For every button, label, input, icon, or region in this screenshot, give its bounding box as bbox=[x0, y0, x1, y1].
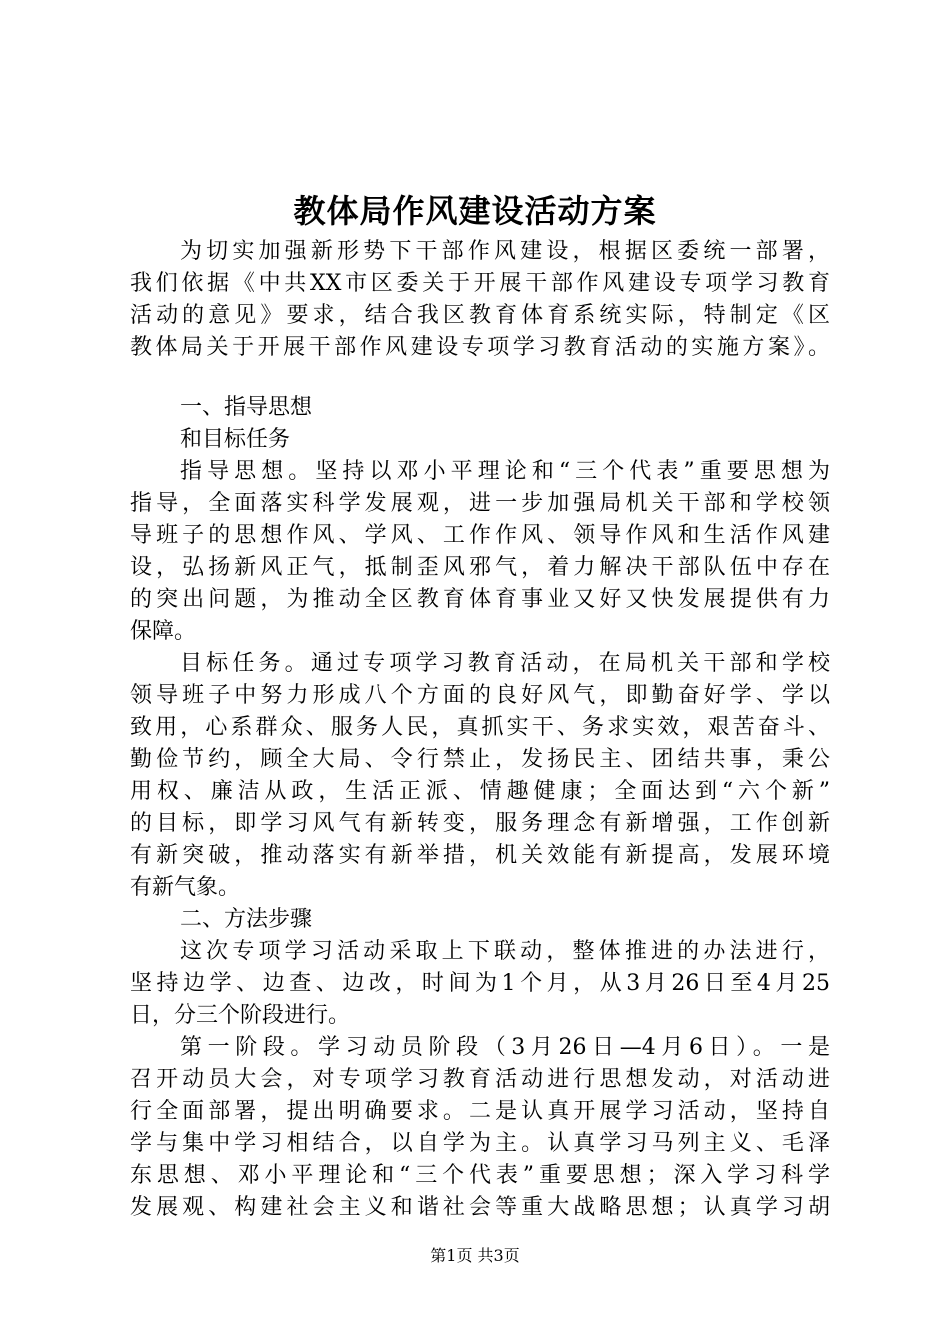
para-method-line-2: 坚持边学、边查、边改，时间为1个月，从3月26日至4月25 bbox=[130, 971, 830, 996]
para-phase1-line-4: 学与集中学习相结合，以自学为主。认真学习马列主义、毛泽 bbox=[130, 1131, 830, 1156]
para-phase1-line-1: 第一阶段。学习动员阶段（3月26日—4月6日）。一是 bbox=[180, 1035, 830, 1060]
page-number-footer: 第1页 共3页 bbox=[430, 1246, 520, 1265]
para-guiding-line-5: 的突出问题，为推动全区教育体育事业又好又快发展提供有力 bbox=[130, 587, 830, 612]
para-goals-line-2: 领导班子中努力形成八个方面的良好风气，即勤奋好学、学以 bbox=[130, 683, 830, 708]
section-heading-2: 二、方法步骤 bbox=[180, 907, 313, 932]
para-intro-line-3: 活动的意见》要求，结合我区教育体育系统实际，特制定《区 bbox=[130, 303, 830, 328]
para-goals-line-7: 有新突破，推动落实有新举措，机关效能有新提高，发展环境 bbox=[130, 843, 830, 868]
para-guiding-line-2: 指导，全面落实科学发展观，进一步加强局机关干部和学校领 bbox=[130, 491, 830, 516]
para-guiding-line-6: 保障。 bbox=[130, 619, 197, 644]
para-goals-line-6: 的目标，即学习风气有新转变，服务理念有新增强，工作创新 bbox=[130, 811, 830, 836]
para-intro-line-4: 教体局关于开展干部作风建设专项学习教育活动的实施方案》。 bbox=[130, 335, 830, 360]
para-guiding-line-4: 设，弘扬新风正气，抵制歪风邪气，着力解决干部队伍中存在 bbox=[130, 555, 830, 580]
para-phase1-line-5: 东思想、邓小平理论和“三个代表”重要思想；深入学习科学 bbox=[130, 1163, 830, 1188]
section-heading-1-cont: 和目标任务 bbox=[180, 427, 291, 452]
para-guiding-line-1: 指导思想。坚持以邓小平理论和“三个代表”重要思想为 bbox=[180, 459, 830, 484]
para-guiding-line-3: 导班子的思想作风、学风、工作作风、领导作风和生活作风建 bbox=[130, 523, 830, 548]
para-phase1-line-3: 行全面部署，提出明确要求。二是认真开展学习活动，坚持自 bbox=[130, 1099, 830, 1124]
document-title: 教体局作风建设活动方案 bbox=[293, 192, 657, 230]
para-phase1-line-2: 召开动员大会，对专项学习教育活动进行思想发动，对活动进 bbox=[130, 1067, 830, 1092]
section-heading-1: 一、指导思想 bbox=[180, 395, 313, 420]
para-intro-line-1: 为切实加强新形势下干部作风建设，根据区委统一部署， bbox=[180, 239, 830, 264]
para-goals-line-5: 用权、廉洁从政，生活正派、情趣健康；全面达到“六个新” bbox=[130, 779, 830, 804]
para-goals-line-8: 有新气象。 bbox=[130, 875, 241, 900]
para-goals-line-3: 致用，心系群众、服务人民，真抓实干、务求实效，艰苦奋斗、 bbox=[130, 715, 830, 740]
para-goals-line-1: 目标任务。通过专项学习教育活动，在局机关干部和学校 bbox=[180, 651, 830, 676]
para-method-line-1: 这次专项学习活动采取上下联动，整体推进的办法进行， bbox=[180, 939, 830, 964]
para-phase1-line-6: 发展观、构建社会主义和谐社会等重大战略思想；认真学习胡 bbox=[130, 1195, 830, 1220]
para-goals-line-4: 勤俭节约，顾全大局、令行禁止，发扬民主、团结共事，秉公 bbox=[130, 747, 830, 772]
para-intro-line-2: 我们依据《中共XX市区委关于开展干部作风建设专项学习教育 bbox=[130, 271, 830, 296]
para-method-line-3: 日，分三个阶段进行。 bbox=[130, 1003, 351, 1028]
